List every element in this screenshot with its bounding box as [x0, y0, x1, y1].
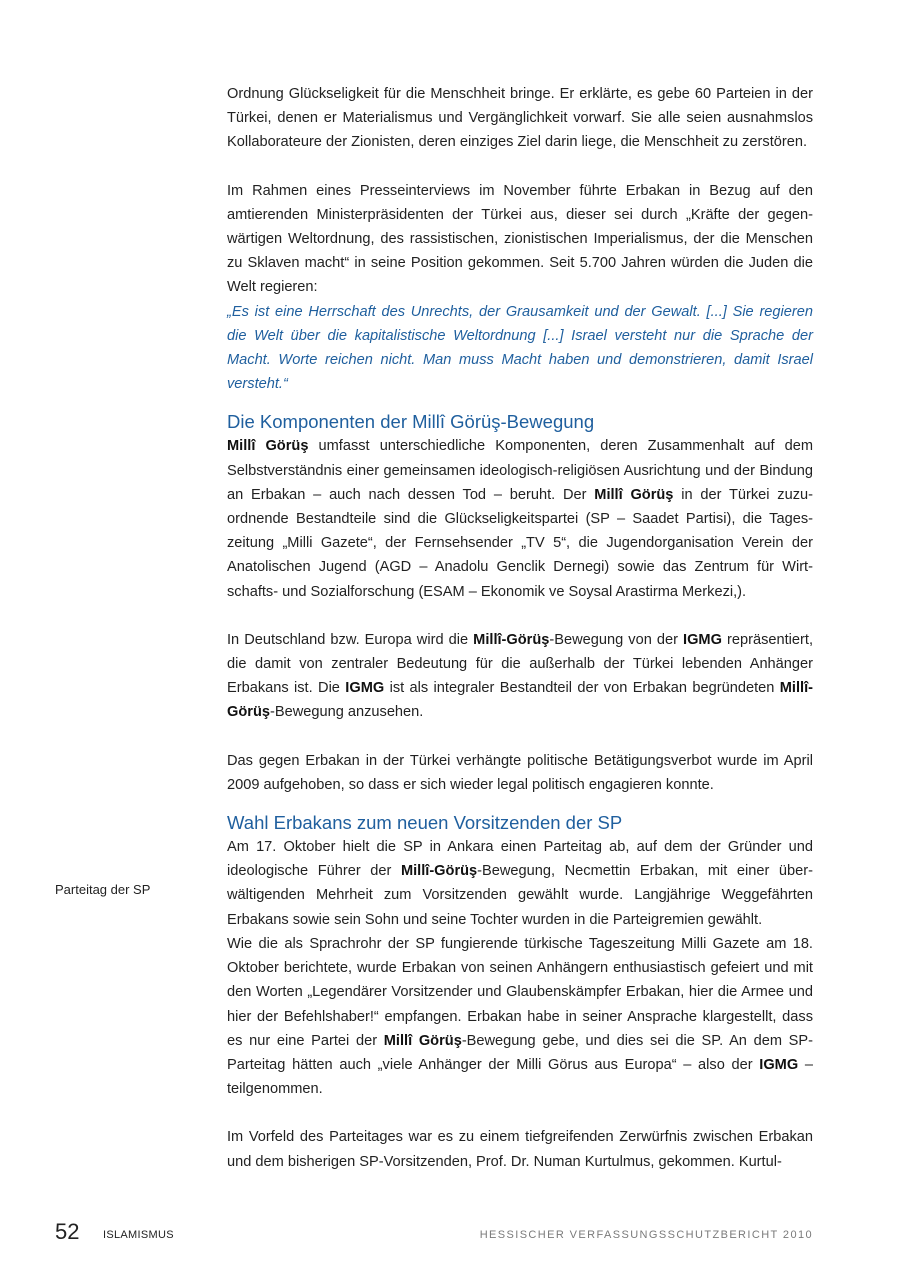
main-column	[227, 82, 813, 1174]
paragraph-gap	[227, 604, 813, 628]
heading-wahl-erbakans: Wahl Erbakans zum neuen Vorsitzenden der SP	[227, 812, 623, 834]
paragraph-1: Ordnung Glückseligkeit für die Menschheit bringe. Er erklärte, es gebe 60 Parteien in der Türkei, denen er Materialismus und Vergänglichkeit vorwarf. Sie alle seien ausnahmslos Kollaborateure der Zionisten, deren einziges Ziel darin liege, die Menschheit zu zerstören.	[227, 86, 813, 151]
paragraph-2: Im Rahmen eines Presseinterviews im November führte Erbakan in Bezug auf den amtierenden Ministerpräsidenten der Türkei aus, dieser sei durch „Kräfte der gegenwärtigen Weltordnung, des rassistischen, zionistischen Imperialismus, der die Menschen zu Sklaven macht“ in seine Position gekommen. Seit 5.700 Jahren würden die Juden die Welt regieren:	[227, 182, 813, 296]
paragraph-4: In Deutschland bzw. Europa wird die Millî-Görüş-Bewegung von der IGMG repräsentiert, die damit von zentraler Bedeutung für die außerhalb der Türkei lebenden Anhänger Erbakans ist. Die IGMG ist als integraler Bestandteil der von Erbakan begründeten Millî-Görüş-Bewegung anzusehen.	[227, 631, 813, 721]
paragraph-gap	[227, 155, 813, 179]
paragraph-3: Millî Görüş umfasst unterschiedliche Komponenten, deren Zusammenhalt auf dem Selbstverständnis einer gemeinsamen ideologisch-religiösen Ausrichtung und der Bindung an Erbakan – auch nach dessen Tod – beruht. Der Millî Görüş in der Türkei zuzuordnende Bestandteile sind die Glückseligkeitspartei (SP – Saadet Partisi), die Tageszeitung „Milli Gazete“, der Fernsehsender „TV 5“, die Jugendorganisation Verein der Anatolischen Jugend (AGD – Anadolu Genclik Dernegi) sowie das Zentrum für Wirtschafts- und Sozialforschung (ESAM – Ekonomik ve Soysal Arastirma Merkezi,).	[227, 438, 814, 600]
footer-section: ISLAMISMUS	[103, 1229, 174, 1241]
page-number: 52	[55, 1219, 80, 1244]
term-milli-gorus: Millî-Görüş	[227, 680, 813, 721]
footer-report-title: HESSISCHER VERFASSUNGSSCHUTZBERICHT 2010	[479, 1229, 813, 1241]
paragraph-5: Das gegen Erbakan in der Türkei verhängte politische Betätigungsverbot wurde im April 2009 aufgehoben, so dass er sich wieder legal politisch engagieren konnte.	[227, 752, 813, 793]
term-igmg: IGMG	[683, 631, 722, 648]
margin-note: Parteitag der SP	[55, 882, 151, 897]
term-igmg: IGMG	[345, 680, 385, 697]
paragraph-gap	[227, 1101, 813, 1125]
paragraph-gap	[227, 725, 813, 749]
paragraph-6: Am 17. Oktober hielt die SP in Ankara einen Parteitag ab, auf dem der Gründer und ideologische Führer der Millî-Görüş-Bewegung, Necmettin Erbakan, mit einer überwältigenden Mehrheit zum Vorsitzenden gewählt wurde. Langjährige Weggefährten Erbakans sowie sein Sohn und seine Tochter wurden in die Parteigremien gewählt.	[227, 839, 813, 928]
erbakan-quote: „Es ist eine Herrschaft des Unrechts, der Grausamkeit und der Gewalt. [...] Sie regieren die Welt über die kapitalistische Weltordnung [...] Israel versteht nur die Sprache der Macht. Worte reichen nicht. Man muss Macht haben und demonstrieren, damit Israel versteht.“	[227, 303, 813, 393]
term-milli-gorus: Millî Görüş	[383, 1032, 462, 1049]
paragraph-7: Wie die als Sprachrohr der SP fungierende türkische Tageszeitung Milli Gazete am 18. Oktober berichtete, wurde Erbakan von seinen Anhängern enthusiastisch gefeiert und mit den Worten „Legendärer Vorsitzender und Glaubenskämpfer Erbakan, hier die Armee und hier der Befehlshaber!“ empfangen. Erbakan habe in seiner Ansprache klargestellt, dass es nur eine Partei der Millî Görüş-Bewegung gebe, und dies sei die SP. An dem SP-Parteitag hätten auch „viele Anhänger der Milli Görus aus Europa“ – also der IGMG – teilgenommen.	[227, 935, 814, 1098]
term-milli-gorus: Millî-Görüş	[473, 631, 550, 648]
heading-komponenten: Die Komponenten der Millî Görüş-Bewegung	[227, 411, 595, 433]
paragraph-8: Im Vorfeld des Parteitages war es zu einem tiefgreifenden Zerwürfnis zwischen Erbakan und dem bisherigen SP-Vorsitzenden, Prof. Dr. Numan Kurtulmus, gekommen. Kurtul-	[227, 1129, 813, 1170]
term-milli-gorus: Millî-Görüş	[400, 863, 478, 880]
term-milli-gorus: Millî Görüş	[594, 486, 674, 503]
term-igmg: IGMG	[759, 1056, 799, 1073]
heading-gap	[227, 396, 813, 410]
heading-gap	[227, 797, 813, 811]
term-milli-gorus: Millî Görüş	[227, 438, 309, 455]
